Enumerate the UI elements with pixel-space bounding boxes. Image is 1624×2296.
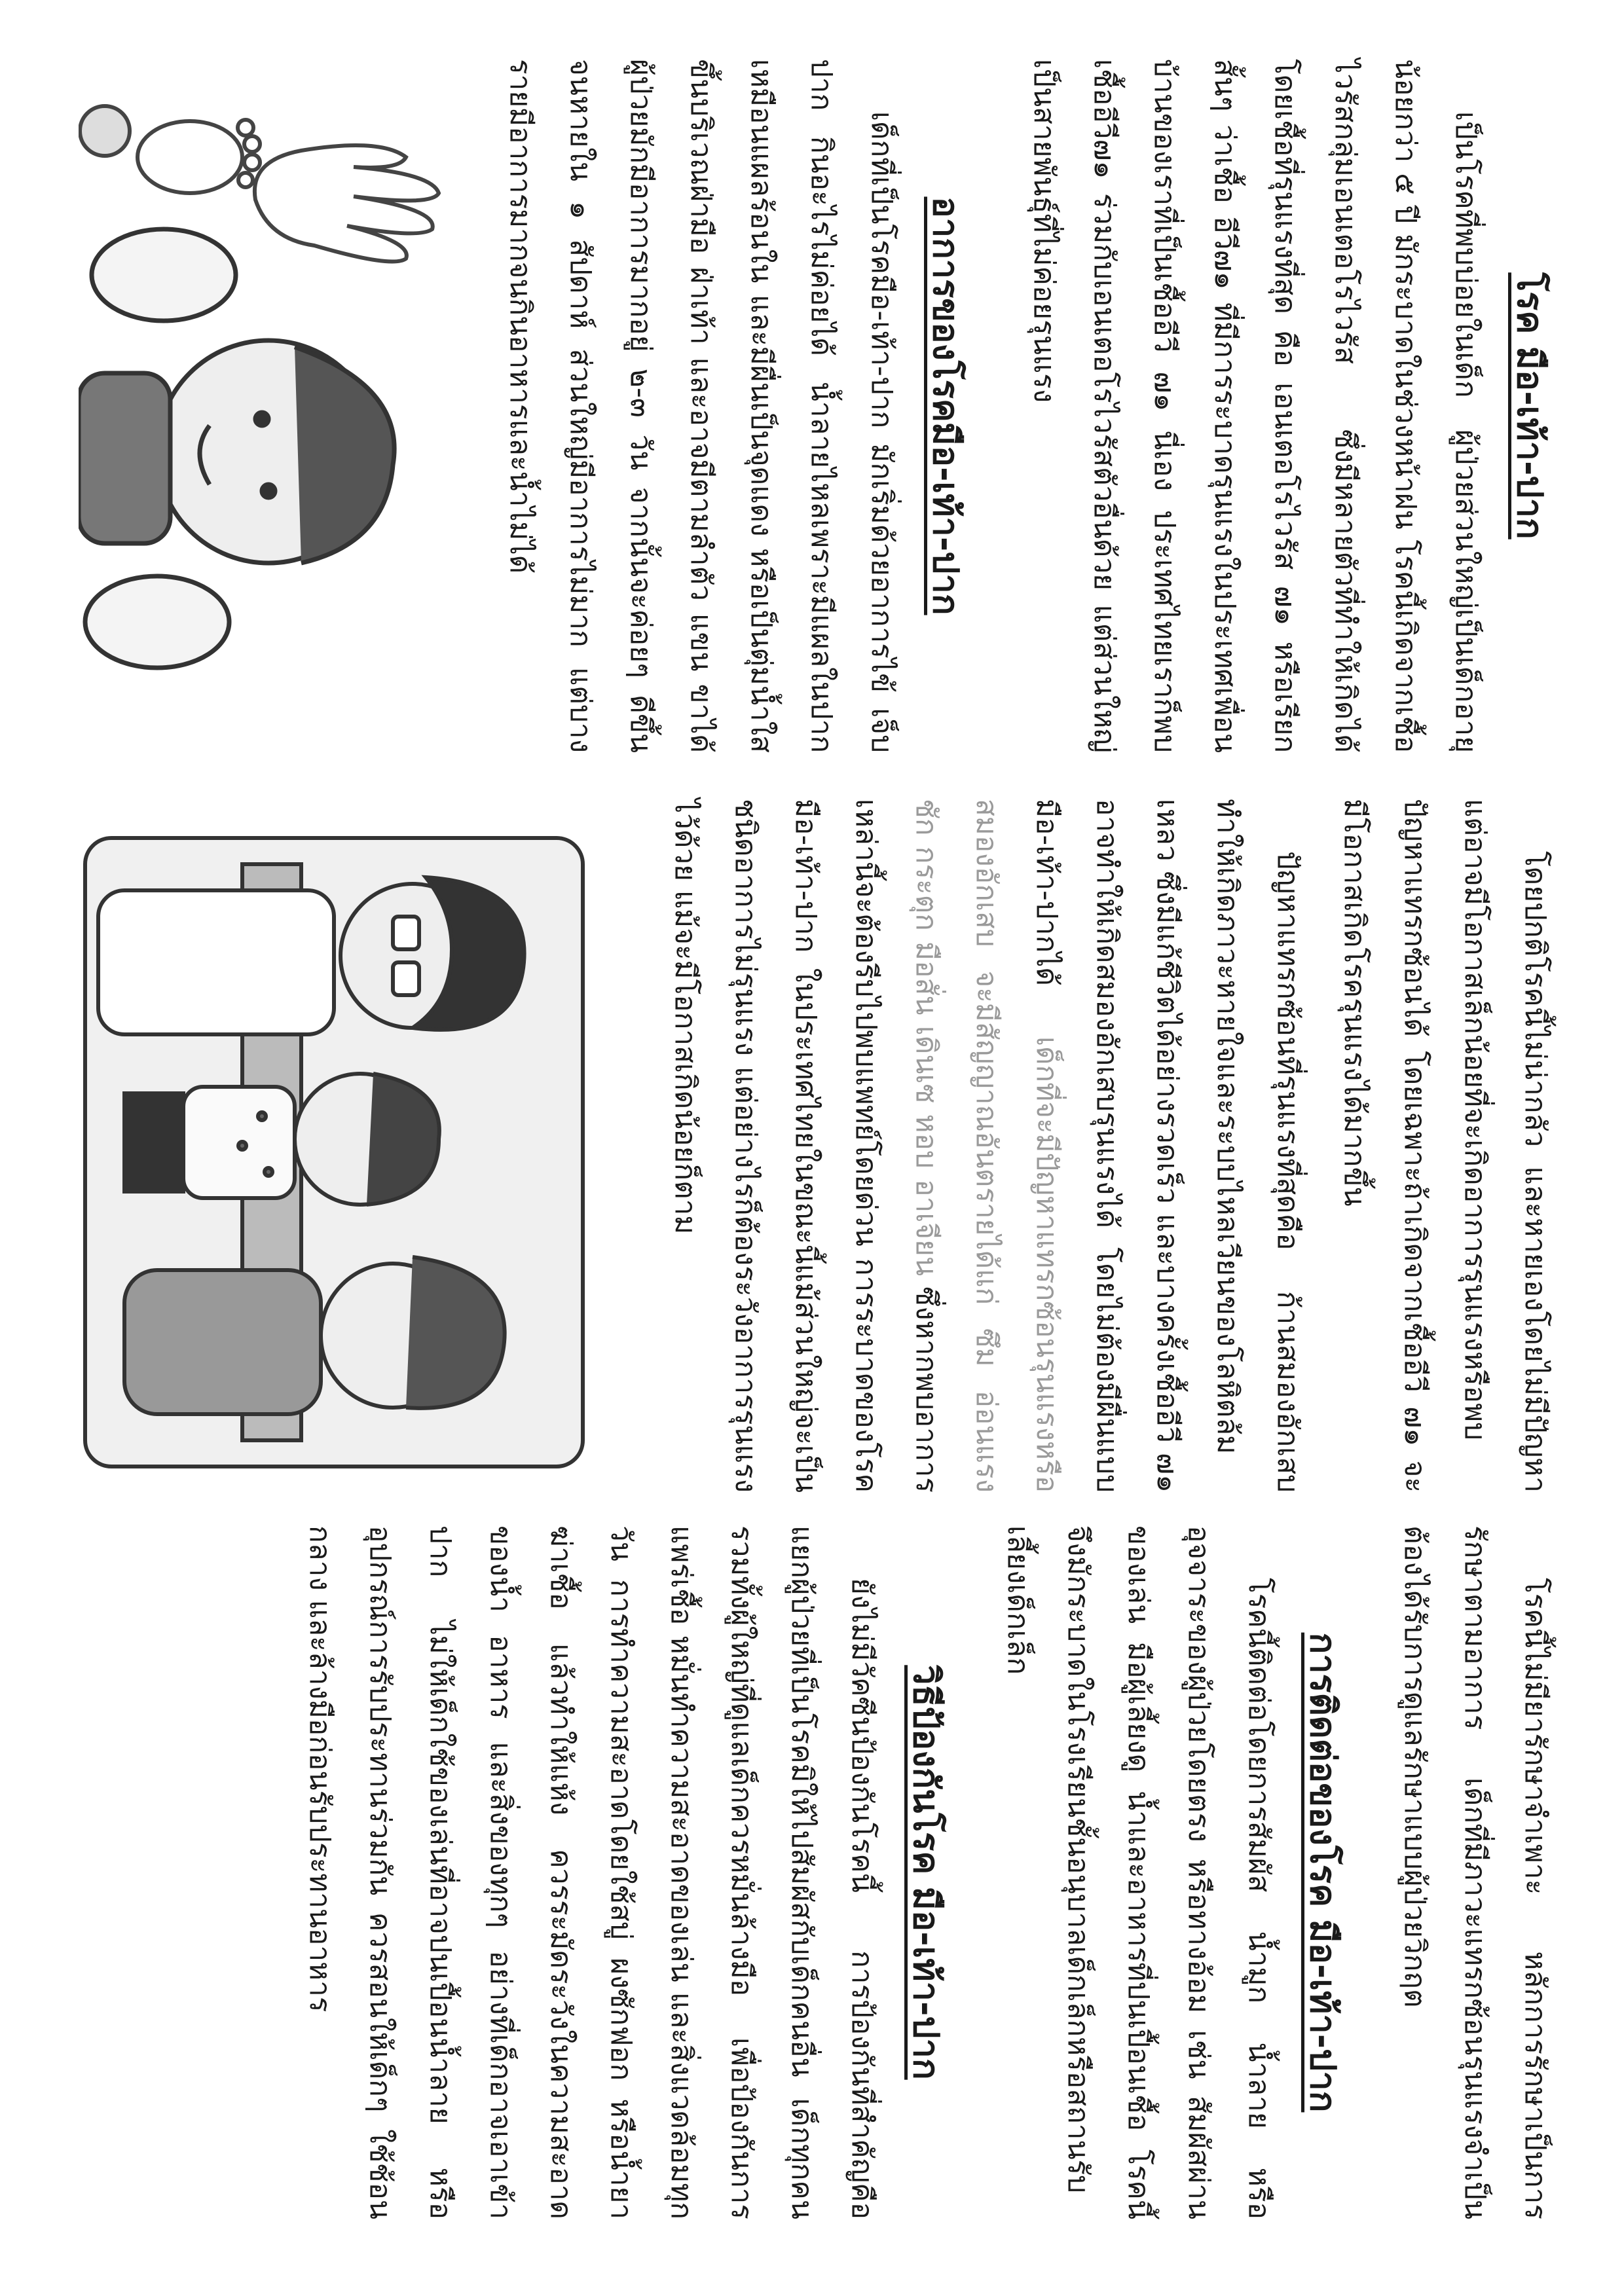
doctor-child-illustration bbox=[65, 825, 609, 1480]
child-patient-figure bbox=[124, 1074, 439, 1205]
panel-complications bbox=[52, 799, 1578, 1493]
complication-detail-a: ปัญหาแทรกซ้อนที่รุนแรงที่สุดคือ ก้านสมองอักเสบ ทำให้เกิดภาวะหายใจและระบบไหลเวียนของโลหิตล้มเหลว ซึ่งมีแก้ชีวิตได้อย่างรวดเร็ว และบางครั้งเชื้ออีวี ๗๑ อาจทำให้เกิดสมองอักเสบรุนแรงได้ โดยไม่ต้องมีผื่นแบบ มือ-เท้า-ปากได้ bbox=[1030, 799, 1304, 1493]
children-illustration bbox=[79, 59, 576, 753]
treatment-text: โรคนี้ไม่มียารักษาจำเพาะ หลักการรักษาเป็นการรักษาตามอาการ เด็กที่มีภาวะแทรกซ้อนรุนแรงจำเป็นต้องได้รับการดูแลรักษาแบบผู้ป่วยวิกฤต bbox=[1398, 1525, 1552, 2219]
panel-prevention bbox=[52, 1525, 1578, 2219]
transmission-text: โรคนี้ติดต่อโดยการสัมผัส น้ำมูก น้ำลาย หรืออุจจาระของผู้ป่วยโดยตรง หรือทางอ้อม เช่น สัมผัสผ่านของเล่น มือผู้เลี้ยงดู น้ำและอาหารที่ปนเปื้อนเชื้อ โรคนี้จึงมักระบาดในโรงเรียนชั้นอนุบาลเด็กเล็กหรือสถานรับเลี้ยงเด็กเล็ก bbox=[1001, 1525, 1276, 2219]
doctor-figure bbox=[98, 877, 525, 1034]
symptoms-text: เด็กที่เป็นโรคมือ-เท้า-ปาก มักเริ่มด้วยอาการไข้ เจ็บปาก กินอะไรไม่ค่อยได้ น้ำลายไหลเพราะมีแผลในปากเหมือนแผลร้อนใน และมีผื่นเป็นจุดแดง หรือเป็นตุ่มน้ำใสขึ้นบริเวณฝ่ามือ ฝ่าเท้า และอาจมีตามลำตัว แขน ขาได้ ผู้ป่วยมักมีอาการมากอยู่ ๒-๓ วัน จากนั้นจะค่อยๆ ดีขึ้นจนหายใน ๑ สัปดาห์ ส่วนใหญ่มีอาการไม่มาก แต่บางรายมีอาการมากจนกินอาหารและน้ำไม่ได้ bbox=[504, 59, 898, 753]
prevention-heading: วิธีป้องกันโรค มือ-เท้า-ปาก bbox=[906, 1665, 947, 2080]
danger-signs-text: เด็กที่จะมีปัญหาแทรกซ้อนรุนแรงหรือสมองอักเสบ จะมีสัญญาณอันตรายได้แก่ ซึม อ่อนแรง ชัก กระตุก มือสั่น เดินเซ หอบ อาเจียน bbox=[910, 799, 1063, 1493]
transmission-heading: การติดต่อของโรค มือ-เท้า-ปาก bbox=[1302, 1632, 1344, 2113]
complication-intro: โดยปกติโรคนี้ไม่น่ากลัว และหายเองโดยไม่มีปัญหา แต่อาจมีโอกาสเล็กน้อยที่จะเกิดอาการรุนแรงหรือพบปัญหาแทรกซ้อนได้ โดยเฉพาะถ้าเกิดจากเชื้ออีวี ๗๑ จะมีโอกาสเกิดโรครุนแรงได้มากขึ้น bbox=[1338, 799, 1552, 1493]
symptoms-heading: อาการของโรคมือ-เท้า-ปาก bbox=[925, 196, 967, 615]
complication-detail bbox=[655, 799, 1318, 1493]
complication-detail-b: ซึ่งหากพบอาการเหล่านี้จะต้องรีบไปพบแพทย์โดยด่วน การระบาดของโรคมือ-เท้า-ปาก ในประเทศไทยในขณะนี้แม้ส่วนใหญ่จะเป็นชนิดอาการไม่รุนแรง แต่อย่างไรก็ต้องระวังอาการรุนแรงไว้ด้วย แม้จะมีโอกาสเกิดน้อยก็ตาม bbox=[669, 799, 943, 1493]
panel-disease-info bbox=[52, 59, 1578, 753]
disease-intro: เป็นโรคที่พบบ่อยในเด็ก ผู้ป่วยส่วนใหญ่เป็นเด็กอายุน้อยกว่า ๕ ปี มักระบาดในช่วงหน้าฝน โรคนี้เกิดจากเชื้อไวรัสกลุ่มเอนเตอโรไวรัส ซึ่งมีหลายตัวที่ทำให้เกิดได้ โดยเชื้อที่รุนแรงที่สุด คือ เอนเตอโรไวรัส ๗๑ หรือเรียกสั้นๆ ว่าเชื้อ อีวี๗๑ ที่มีการระบาดรุนแรงในประเทศเพื่อนบ้านของเราที่เป็นเชื้ออีวี ๗๑ นี่เอง ประเทศไทยเราก็พบเชื้ออีวี๗๑ ร่วมกับเอนเตอโรไวรัสตัวอื่นด้วย แต่ส่วนใหญ่เป็นสายพันธุ์ที่ไม่ค่อยรุนแรง bbox=[1027, 59, 1483, 753]
parent-figure bbox=[124, 1257, 505, 1414]
prevention-text: ยังไม่มีวัคซีนป้องกันโรคนี้ การป้องกันที่สำคัญคือ แยกผู้ป่วยที่เป็นโรคมิให้ไปสัมผัสกับเด็กคนอื่น เด็กทุกคนรวมทั้งผู้ใหญ่ที่ดูแลเด็กควรหมั่นล้างมือ เพื่อป้องกันการแพร่เชื้อ หมั่นทำความสะอาดของเล่น และสิ่งแวดล้อมทุกวัน การทำความสะอาดโดยใช้สบู่ ผงซักฟอก หรือน้ำยาฆ่าเชื้อ แล้วทำให้แห้ง ควรระมัดระวังในความสะอาดของน้ำ อาหาร และสิ่งของทุกๆ อย่างที่เด็กอาจเอาเข้าปาก ไม่ให้เด็กใช้ของเล่นที่อาจปนเปื้อนน้ำลาย หรืออุปกรณ์การรับประทานร่วมกัน ควรสอนให้เด็กๆ ใช้ช้อนกลาง และล้างมือก่อนรับประทานอาหาร bbox=[303, 1525, 879, 2219]
child-figure bbox=[79, 229, 394, 668]
disease-title: โรค มือ-เท้า-ปาก bbox=[1509, 272, 1551, 539]
handprint-icon bbox=[255, 145, 439, 262]
footprint-icon bbox=[138, 120, 260, 193]
ball-icon bbox=[80, 106, 130, 156]
